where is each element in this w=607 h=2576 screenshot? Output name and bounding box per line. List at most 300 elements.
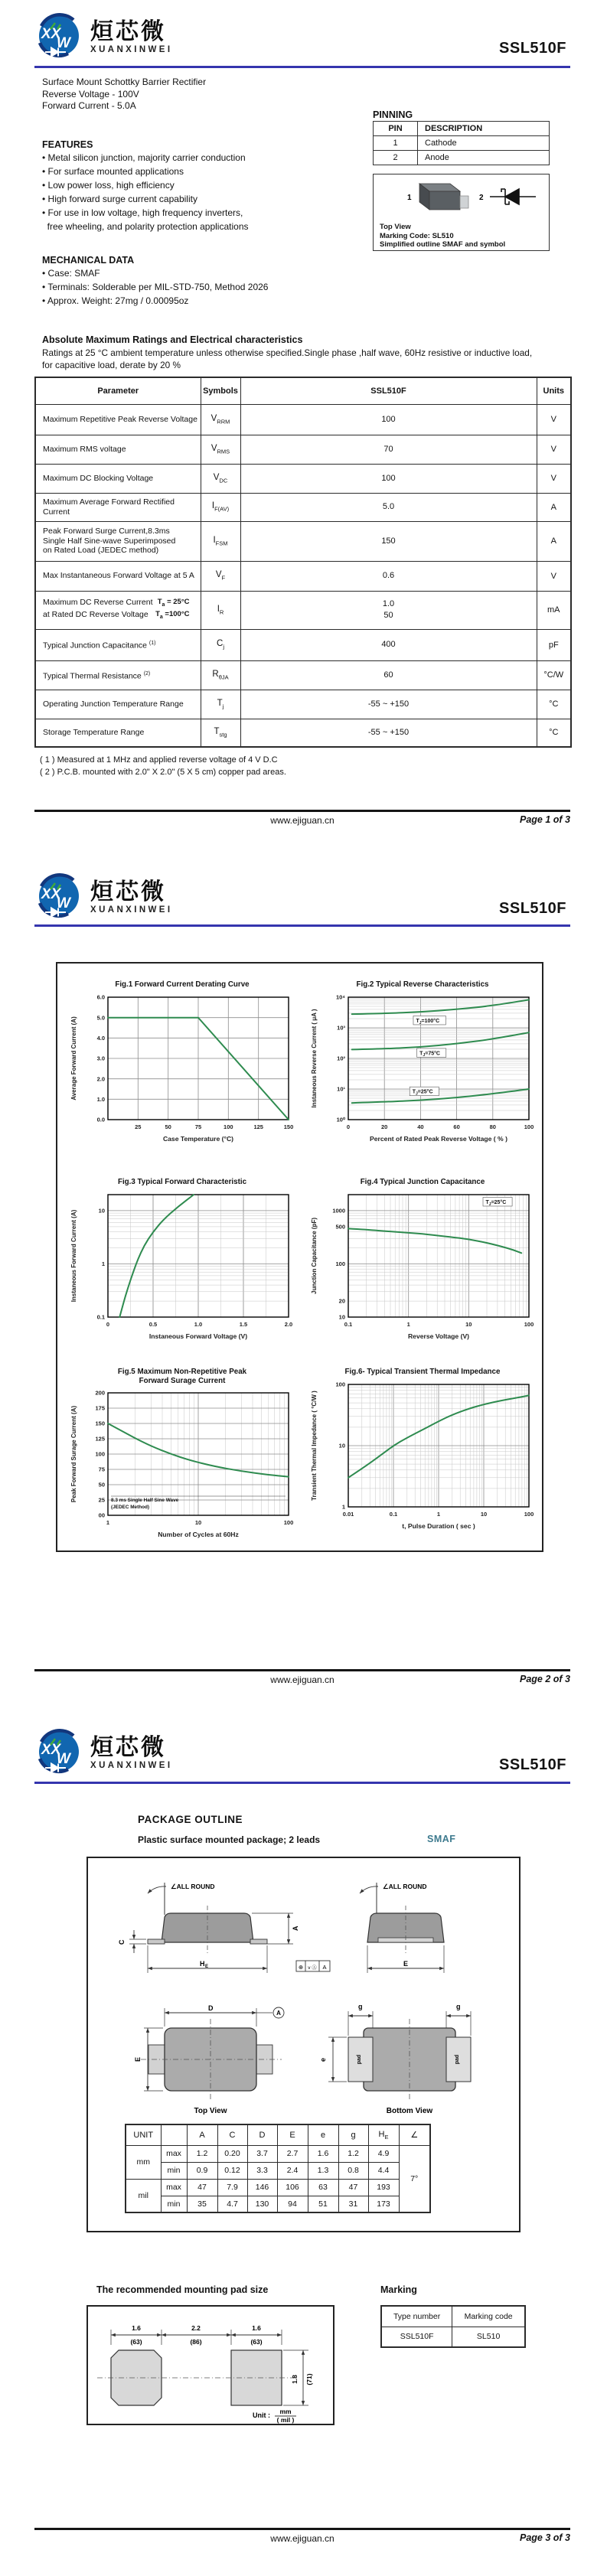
x-tick-label: 10 — [194, 1519, 202, 1526]
y-tick-label: 3.0 — [96, 1055, 105, 1062]
footer-site-url: www.ejiguan.cn — [270, 815, 335, 826]
brand-name-cn: 烜芯微 — [90, 879, 166, 905]
x-tick-label: 25 — [135, 1123, 142, 1130]
ratings-row — [35, 435, 571, 464]
x-axis-title: Case Temperature (°C) — [162, 1134, 234, 1143]
datasheet-page-2 — [0, 869, 607, 1714]
dim-value-cell: 0.20 — [217, 2145, 247, 2162]
dim-value-cell: 63 — [308, 2179, 338, 2196]
pin-description: Cathode — [418, 136, 550, 151]
units-cell: V — [537, 435, 571, 464]
y-tick-label: 200 — [95, 1389, 105, 1397]
brand-name-cn: 烜芯微 — [90, 18, 166, 44]
units-cell: V — [537, 404, 571, 435]
footer-site-url: www.ejiguan.cn — [270, 1674, 335, 1685]
chart-fig4 — [307, 1190, 538, 1352]
symbol-subscript: j — [223, 643, 224, 651]
pad-dim-left: 1.6 — [132, 2324, 141, 2332]
dim-value-cell: 3.7 — [247, 2145, 277, 2162]
dim-value-cell: 1.3 — [308, 2162, 338, 2179]
pinning-table — [373, 121, 550, 165]
marking-col-code: Marking code — [452, 2306, 525, 2327]
dim-minmax-cell: min — [161, 2162, 187, 2179]
ratings-row — [35, 404, 571, 435]
tolerance-cell: v Ⓐ — [308, 1965, 317, 1971]
header-rule — [34, 1782, 570, 1784]
parameter-cell: Operating Junction Temperature Range — [35, 690, 201, 719]
symbol-cell: $I_{F(AV)}$ — [201, 493, 240, 521]
dim-value-cell: 47 — [187, 2179, 217, 2196]
brand-name-en: XUANXINWEI — [90, 1760, 173, 1770]
value-line: 50 — [383, 611, 393, 620]
dim-minmax-cell: max — [161, 2179, 187, 2196]
dim-g-label: g — [456, 2003, 461, 2010]
x-axis-title: Number of Cycles at 60Hz — [158, 1531, 239, 1538]
condition-text: $T_a =100^\circ C$ — [155, 610, 190, 620]
footnote: ( 1 ) Measured at 1 MHz and applied reverse voltage of 4 V D.C — [40, 755, 278, 765]
pinning-col-description: DESCRIPTION — [418, 122, 550, 136]
x-tick-label: 0 — [346, 1123, 351, 1130]
datasheet-page-1 — [0, 0, 607, 869]
symbol-cell: $V_F$ — [201, 561, 240, 591]
part-number: SSL510F — [499, 900, 566, 917]
logo-letters-xx: XX — [41, 1742, 61, 1758]
symbol-subscript: FSM — [215, 540, 228, 547]
footer-rule — [34, 810, 570, 812]
diode-symbol-icon — [490, 189, 536, 204]
parameter-cell — [35, 521, 201, 561]
chart-fig2 — [307, 993, 538, 1155]
y-tick-label: 0.0 — [96, 1116, 105, 1123]
logo-letter-w: W — [57, 35, 70, 51]
units-cell: mA — [537, 591, 571, 629]
figure-title — [67, 1178, 298, 1187]
x-tick-label: 1 — [436, 1510, 441, 1518]
dim-row — [126, 2179, 430, 2196]
units-cell: A — [537, 521, 571, 561]
value-cell — [240, 591, 537, 629]
parameter-cell: Maximum RMS voltage — [35, 435, 201, 464]
pinning-col-pin: PIN — [374, 122, 418, 136]
value-cell: 0.6 — [240, 561, 537, 591]
units-cell: °C — [537, 719, 571, 747]
symbol-subscript: F — [221, 574, 226, 582]
dim-e-label: E — [403, 1960, 409, 1968]
y-tick-label: 125 — [95, 1435, 105, 1443]
x-tick-label: 80 — [489, 1123, 496, 1130]
y-axis-title: Junction Capacitance (pF) — [311, 1217, 318, 1294]
dim-angle-cell: 7° — [399, 2145, 430, 2212]
figures-box — [56, 962, 543, 1552]
symbol-subscript: RRM — [217, 418, 230, 426]
y-tick-label: 75 — [98, 1466, 105, 1473]
chart-fig6 — [307, 1380, 538, 1542]
list-line: free wheeling, and polarity protection applications — [42, 220, 249, 232]
x-tick-label: 2.0 — [284, 1320, 293, 1328]
y-tick-label: 10 — [338, 1442, 345, 1449]
ratings-row — [35, 690, 571, 719]
dim-header-sub: E — [384, 2133, 389, 2141]
dim-col-header: g — [338, 2124, 368, 2145]
figure-title-line: Fig.5 Maximum Non-Repetitive Peak — [117, 1368, 247, 1376]
marking-table — [380, 2305, 526, 2348]
list-line: • Approx. Weight: 27mg / 0.00095oz — [42, 295, 189, 306]
parameter-cell — [35, 591, 201, 629]
marking-col-type: Type number — [381, 2306, 452, 2327]
ratings-row — [35, 719, 571, 747]
pinning-header-row — [374, 122, 550, 136]
part-number: SSL510F — [499, 1756, 566, 1773]
figure-title — [307, 980, 538, 990]
footer-page-number: Page 2 of 3 — [520, 1674, 570, 1684]
all-round-label: ∠ALL ROUND — [383, 1883, 427, 1890]
figure-title-line: Fig.2 Typical Reverse Characteristics — [356, 980, 489, 989]
header-rule — [34, 924, 570, 927]
marking-code: SL510 — [452, 2327, 525, 2347]
dim-value-cell: 130 — [247, 2196, 277, 2212]
ratings-col-header: Units — [537, 377, 571, 404]
pin-description: Anode — [418, 151, 550, 165]
value-cell: -55 ~ +150 — [240, 719, 537, 747]
symbol-subscript: j — [222, 703, 224, 710]
y-tick-label: 100 — [335, 1260, 345, 1267]
footnotes — [40, 755, 286, 778]
symbol-cell: $V_{DC}$ — [201, 464, 240, 493]
package-3d-front-face — [429, 191, 460, 210]
logo-letters-xx: XX — [41, 26, 61, 42]
all-round-arc — [360, 1886, 378, 1893]
dim-col-header: $H_E$ — [368, 2124, 399, 2145]
y-tick-label: 20 — [338, 1297, 345, 1305]
parameter-cond-line — [43, 598, 201, 610]
x-tick-label: 60 — [453, 1123, 460, 1130]
ratings-row — [35, 521, 571, 561]
pinning-row — [374, 151, 550, 165]
figure-title — [67, 1368, 298, 1385]
y-tick-label: 100 — [95, 1450, 105, 1458]
x-tick-label: 125 — [253, 1123, 263, 1130]
brand-text — [90, 20, 172, 54]
ratings-row — [35, 493, 571, 521]
x-tick-label: 100 — [524, 1320, 534, 1328]
tolerance-cell: ⊕ — [298, 1964, 304, 1971]
dim-col-header: E — [277, 2124, 308, 2145]
chart-fig5 — [67, 1388, 298, 1550]
ratings-row — [35, 561, 571, 591]
list-line: • For use in low voltage, high frequency inverters, — [42, 207, 243, 218]
footnote-ref: (1) — [148, 641, 156, 646]
y-tick-label: 10³ — [337, 1024, 345, 1032]
pin1-label: 1 — [407, 194, 412, 202]
y-tick-label: 150 — [95, 1420, 105, 1427]
y-tick-label: 10 — [98, 1207, 105, 1214]
package-outline-title: PACKAGE OUTLINE — [138, 1814, 243, 1825]
mounting-pad-box — [86, 2305, 335, 2425]
outline-caption: Simplified outline SMAF and symbol — [380, 240, 506, 249]
dim-he-sub: E — [205, 1965, 209, 1969]
product-summary — [42, 77, 206, 112]
footnote: ( 2 ) P.C.B. mounted with 2.0" X 2.0" (5 X 5 cm) copper pad areas. — [40, 767, 286, 777]
units-cell: V — [537, 464, 571, 493]
dim-value-cell: 4.9 — [368, 2145, 399, 2162]
footer-page-number: Page 1 of 3 — [520, 814, 570, 825]
symbol-cell: $T_j$ — [201, 690, 240, 719]
dim-value-cell: 1.6 — [308, 2145, 338, 2162]
x-tick-label: 0.1 — [344, 1320, 353, 1328]
condition-text: $T_a = 25^\circ C$ — [157, 597, 190, 608]
chart-annotation: (JEDEC Method) — [111, 1505, 150, 1510]
units-cell: V — [537, 561, 571, 591]
units-cell: °C — [537, 690, 571, 719]
pad-label: pad — [357, 2054, 362, 2065]
footer-rule — [34, 1669, 570, 1671]
pad-label: pad — [455, 2054, 460, 2065]
x-tick-label: 1.0 — [194, 1320, 203, 1328]
dim-header-row — [126, 2124, 430, 2145]
ratings-row — [35, 629, 571, 660]
ratings-row — [35, 660, 571, 690]
package-outline-subtitle: Plastic surface mounted package; 2 leads — [138, 1834, 321, 1845]
y-tick-label: 1.0 — [96, 1095, 105, 1103]
footer-page-number: Page 3 of 3 — [520, 2532, 570, 2543]
units-cell: A — [537, 493, 571, 521]
pinning-row — [374, 136, 550, 151]
marking-row — [381, 2327, 525, 2347]
pad-dim-height: 1.8 — [291, 2375, 299, 2384]
y-tick-label: 10⁴ — [335, 993, 345, 1001]
parameter-text: at Rated DC Reverse Voltage — [43, 610, 148, 619]
y-tick-label: 10⁰ — [336, 1116, 345, 1123]
dim-value-cell: 146 — [247, 2179, 277, 2196]
dim-value-cell: 1.2 — [187, 2145, 217, 2162]
brand-text — [90, 880, 172, 915]
dim-value-cell: 2.7 — [277, 2145, 308, 2162]
pad-unit-top: mm — [279, 2408, 292, 2415]
dim-value-cell: 0.9 — [187, 2162, 217, 2179]
pad-dim-right-mil: (63) — [250, 2338, 263, 2346]
x-tick-label: 0 — [106, 1320, 110, 1328]
dim-row — [126, 2145, 430, 2162]
y-tick-label: 10 — [338, 1313, 345, 1321]
symbol-subscript: F(AV) — [214, 505, 230, 513]
value-cell: -55 ~ +150 — [240, 690, 537, 719]
dim-he-label: H — [200, 1960, 205, 1968]
dim-value-cell: 4.4 — [368, 2162, 399, 2179]
pad-unit-bottom: ( mil ) — [276, 2416, 295, 2424]
figure-6 — [307, 1368, 538, 1546]
x-tick-label: 100 — [224, 1123, 233, 1130]
y-axis-title: Instaneous Reverse Current ( μA ) — [311, 1008, 318, 1108]
pad-dim-height-mil: (71) — [305, 2373, 313, 2385]
dim-value-cell: 3.3 — [247, 2162, 277, 2179]
lead-foot — [148, 1939, 165, 1944]
x-tick-label: 10 — [465, 1320, 472, 1328]
bottom-view-caption: Bottom View — [386, 2107, 433, 2115]
y-tick-label: 2.0 — [96, 1074, 105, 1082]
figure-title — [67, 980, 298, 990]
dim-value-cell: 51 — [308, 2196, 338, 2212]
header-brand — [34, 12, 172, 61]
dim-value-cell: 193 — [368, 2179, 399, 2196]
brand-name-cn: 烜芯微 — [90, 1734, 166, 1760]
symbol-cell: $T_{stg}$ — [201, 719, 240, 747]
x-tick-label: 75 — [194, 1123, 202, 1130]
chart-fig3 — [67, 1190, 298, 1352]
dim-value-cell: 7.9 — [217, 2179, 247, 2196]
dim-col-header: D — [247, 2124, 277, 2145]
y-tick-label: 175 — [95, 1404, 105, 1412]
list-line: • Terminals: Solderable per MIL-STD-750, Method 2026 — [42, 281, 269, 292]
marking-type-number: SSL510F — [381, 2327, 452, 2347]
symbol-cell: $V_{RMS}$ — [201, 435, 240, 464]
list-line: • Case: SMAF — [42, 268, 100, 279]
symbol-cell: $V_{RRM}$ — [201, 404, 240, 435]
lead-foot — [250, 1939, 267, 1944]
package-3d-lead — [460, 196, 468, 208]
parameter-line: Single Half Sine-wave Superimposed — [43, 536, 176, 546]
ratings-table — [34, 377, 572, 748]
brand-name-en: XUANXINWEI — [90, 44, 173, 54]
top-view-caption: Top View — [194, 2107, 227, 2115]
x-tick-label: 1 — [406, 1320, 410, 1328]
series-label: $T_J=75^\circ C$ — [419, 1050, 440, 1058]
mechanical-title: MECHANICAL DATA — [42, 255, 135, 266]
figure-title-line: Fig.3 Typical Forward Characteristic — [117, 1178, 247, 1186]
page-footer — [34, 1669, 570, 1692]
footer-site-url: www.ejiguan.cn — [270, 2533, 335, 2544]
dim-col-header: A — [187, 2124, 217, 2145]
figure-1 — [67, 980, 298, 1159]
y-tick-label: 1 — [101, 1260, 105, 1267]
parameter-text: Maximum DC Reverse Current — [43, 597, 153, 607]
page-footer — [34, 810, 570, 833]
list-line: • Low power loss, high efficiency — [42, 179, 175, 191]
x-axis-title: Percent of Rated Peak Reverse Voltage ( % ) — [370, 1134, 507, 1143]
y-tick-label: 6.0 — [96, 993, 105, 1001]
ratings-row — [35, 591, 571, 629]
ratings-col-header: Parameter — [35, 377, 201, 404]
outline-symbol-box — [373, 174, 550, 251]
ratings-row — [35, 464, 571, 493]
header-brand — [34, 1728, 172, 1777]
y-tick-label: 1 — [341, 1503, 345, 1511]
all-round-label: ∠ALL ROUND — [171, 1883, 215, 1890]
x-tick-label: 100 — [283, 1519, 294, 1526]
brand-text — [90, 1736, 172, 1770]
y-axis-title: Instaneous Forward Current (A) — [70, 1209, 77, 1302]
bottom-view-drawing — [318, 1997, 501, 2118]
page-footer — [34, 2528, 570, 2551]
x-tick-label: 150 — [283, 1123, 294, 1130]
value-cell: 150 — [240, 521, 537, 561]
y-tick-label: 100 — [335, 1381, 345, 1388]
ratings-note-line: for capacitive load, derate by 20 % — [42, 360, 181, 370]
brand-logo-icon — [34, 1728, 83, 1777]
header-rule — [34, 66, 570, 68]
dim-a-label: A — [292, 1925, 299, 1931]
top-view-drawing — [130, 1997, 314, 2118]
ratings-title: Absolute Maximum Ratings and Electrical characteristics — [42, 334, 303, 345]
dim-minmax-cell: max — [161, 2145, 187, 2162]
series-label: $T_J=25^\circ C$ — [485, 1199, 507, 1207]
parameter-cond-line — [43, 610, 201, 622]
y-tick-label: 4.0 — [96, 1034, 105, 1042]
x-tick-label: 0.1 — [389, 1510, 398, 1518]
y-tick-label: 25 — [98, 1496, 105, 1504]
dim-unit-cell: mil — [126, 2179, 161, 2212]
dim-row — [126, 2162, 430, 2179]
footnote-ref: (2) — [143, 670, 151, 677]
mounting-pad-drawing — [88, 2307, 333, 2424]
datum-label: A — [276, 2010, 281, 2017]
condition-subscript: a — [162, 602, 165, 608]
dim-e-low-label: e — [319, 2057, 327, 2062]
symbol-cell: $C_j$ — [201, 629, 240, 660]
x-tick-label: 1 — [106, 1519, 110, 1526]
dim-col-header: ∠ — [399, 2124, 430, 2145]
value-cell: 100 — [240, 404, 537, 435]
pin-number: 2 — [374, 151, 418, 165]
symbol-subscript: R — [219, 608, 224, 616]
curve-TJ=75°C — [352, 1032, 529, 1049]
summary-line: Surface Mount Schottky Barrier Rectifier — [42, 77, 207, 87]
ratings-col-header: Symbols — [201, 377, 240, 404]
units-cell: °C/W — [537, 660, 571, 690]
x-tick-label: 0.01 — [342, 1510, 354, 1518]
chart-annotation: 8.3 ms Single Half Sine Wave — [111, 1498, 179, 1503]
dim-value-cell: 35 — [187, 2196, 217, 2212]
marking-header-row — [381, 2306, 525, 2327]
dim-value-cell: 0.12 — [217, 2162, 247, 2179]
ratings-header-row — [35, 377, 571, 404]
symbol-subscript: RMS — [217, 448, 230, 455]
mounting-pad-title: The recommended mounting pad size — [96, 2284, 269, 2295]
dim-col-header: e — [308, 2124, 338, 2145]
y-tick-label: 10¹ — [337, 1085, 345, 1093]
side-view-drawing — [116, 1875, 334, 1990]
dim-c-label: C — [118, 1939, 126, 1945]
part-number: SSL510F — [499, 40, 566, 57]
y-axis-title: Peak Forward Surage Current (A) — [70, 1405, 77, 1503]
dim-value-cell: 0.8 — [338, 2162, 368, 2179]
logo-letter-w: W — [57, 895, 70, 911]
value-cell: 5.0 — [240, 493, 537, 521]
parameter-cell: Typical Junction Capacitance $^{(1)}$ — [35, 629, 201, 660]
dim-value-cell: 4.7 — [217, 2196, 247, 2212]
y-tick-label: 50 — [98, 1481, 105, 1489]
features-list — [42, 152, 249, 233]
y-tick-label: 500 — [335, 1223, 345, 1230]
figure-2 — [307, 980, 538, 1159]
symbol-cell: $R_{\theta JA}$ — [201, 660, 240, 690]
y-axis-title: Transient Thermal Impedance ( °C/W ) — [311, 1390, 318, 1501]
package-name: SMAF — [427, 1834, 456, 1844]
dim-value-cell: 2.4 — [277, 2162, 308, 2179]
symbol-subscript: DC — [219, 477, 228, 484]
y-axis-title: Average Forward Current (A) — [70, 1016, 77, 1101]
parameter-cell: Storage Temperature Range — [35, 719, 201, 747]
series-label: $T_J=100^\circ C$ — [416, 1018, 440, 1026]
dim-value-cell: 173 — [368, 2196, 399, 2212]
y-tick-label: 1000 — [332, 1207, 345, 1214]
figure-title — [307, 1178, 538, 1187]
summary-line: Forward Current - 5.0A — [42, 100, 136, 112]
figure-4 — [307, 1178, 538, 1356]
features-title: FEATURES — [42, 139, 93, 150]
brand-name-en: XUANXINWEI — [90, 905, 173, 915]
tolerance-cell: A — [322, 1964, 327, 1971]
mechanical-list — [42, 267, 268, 308]
